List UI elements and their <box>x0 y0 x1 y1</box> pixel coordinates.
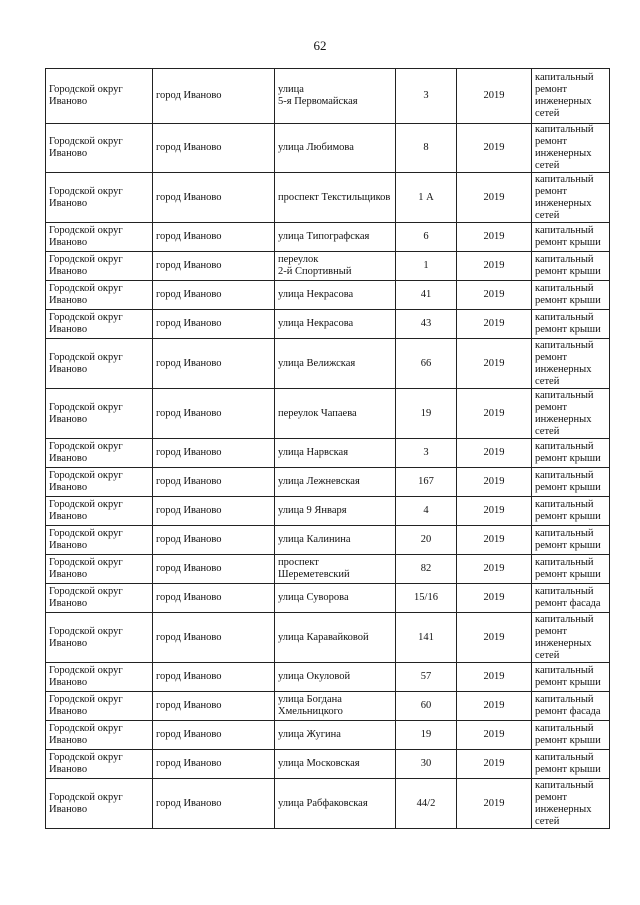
district-cell: Городской округ Иваново <box>46 310 153 339</box>
year-cell: 2019 <box>457 69 532 124</box>
house-number-cell: 3 <box>396 69 457 124</box>
city-cell: город Иваново <box>153 663 275 692</box>
year-cell: 2019 <box>457 779 532 829</box>
work-type-cell: капитальный ремонт крыши <box>532 439 610 468</box>
city-cell: город Иваново <box>153 555 275 584</box>
year-cell: 2019 <box>457 252 532 281</box>
district-cell: Городской округ Иваново <box>46 779 153 829</box>
work-type-cell: капитальный ремонт крыши <box>532 750 610 779</box>
city-cell: город Иваново <box>153 124 275 173</box>
year-cell: 2019 <box>457 497 532 526</box>
house-number-cell: 4 <box>396 497 457 526</box>
year-cell: 2019 <box>457 584 532 613</box>
table-row <box>46 124 610 173</box>
year-cell: 2019 <box>457 310 532 339</box>
city-cell: город Иваново <box>153 281 275 310</box>
table-row <box>46 252 610 281</box>
table-row <box>46 468 610 497</box>
city-cell: город Иваново <box>153 779 275 829</box>
table-row <box>46 173 610 223</box>
year-cell: 2019 <box>457 439 532 468</box>
district-cell: Городской округ Иваново <box>46 526 153 555</box>
year-cell: 2019 <box>457 173 532 223</box>
house-number-cell: 41 <box>396 281 457 310</box>
work-type-cell: капитальный ремонт фасада <box>532 584 610 613</box>
district-cell: Городской округ Иваново <box>46 389 153 439</box>
city-cell: город Иваново <box>153 339 275 389</box>
table-row <box>46 339 610 389</box>
housing-repair-table <box>45 68 610 829</box>
city-cell: город Иваново <box>153 692 275 721</box>
house-number-cell: 57 <box>396 663 457 692</box>
street-cell: улица Калинина <box>275 526 396 555</box>
street-cell: переулок Чапаева <box>275 389 396 439</box>
street-cell: улица Московская <box>275 750 396 779</box>
work-type-cell: капитальный ремонт крыши <box>532 555 610 584</box>
street-cell: улица Окуловой <box>275 663 396 692</box>
street-cell: улица Велижская <box>275 339 396 389</box>
district-cell: Городской округ Иваново <box>46 173 153 223</box>
street-cell: улица Лежневская <box>275 468 396 497</box>
year-cell: 2019 <box>457 389 532 439</box>
district-cell: Городской округ Иваново <box>46 339 153 389</box>
street-cell: улица 5-я Первомайская <box>275 69 396 124</box>
house-number-cell: 6 <box>396 223 457 252</box>
work-type-cell: капитальный ремонт инженерных сетей <box>532 339 610 389</box>
city-cell: город Иваново <box>153 721 275 750</box>
city-cell: город Иваново <box>153 310 275 339</box>
street-cell: улица 9 Января <box>275 497 396 526</box>
work-type-cell: капитальный ремонт крыши <box>532 497 610 526</box>
page-number: 62 <box>313 38 327 53</box>
table-row <box>46 721 610 750</box>
house-number-cell: 15/16 <box>396 584 457 613</box>
table-row <box>46 555 610 584</box>
city-cell: город Иваново <box>153 526 275 555</box>
house-number-cell: 8 <box>396 124 457 173</box>
district-cell: Городской округ Иваново <box>46 663 153 692</box>
year-cell: 2019 <box>457 339 532 389</box>
work-type-cell: капитальный ремонт инженерных сетей <box>532 124 610 173</box>
street-cell: улица Жугина <box>275 721 396 750</box>
house-number-cell: 19 <box>396 721 457 750</box>
work-type-cell: капитальный ремонт крыши <box>532 663 610 692</box>
table-row <box>46 750 610 779</box>
street-cell: улица Типографская <box>275 223 396 252</box>
street-cell: проспект Шереметевский <box>275 555 396 584</box>
house-number-cell: 43 <box>396 310 457 339</box>
table-row <box>46 69 610 124</box>
table-row <box>46 439 610 468</box>
work-type-cell: капитальный ремонт инженерных сетей <box>532 613 610 663</box>
district-cell: Городской округ Иваново <box>46 613 153 663</box>
house-number-cell: 3 <box>396 439 457 468</box>
street-cell: улица Рабфаковская <box>275 779 396 829</box>
table-row <box>46 281 610 310</box>
year-cell: 2019 <box>457 281 532 310</box>
year-cell: 2019 <box>457 468 532 497</box>
city-cell: город Иваново <box>153 223 275 252</box>
work-type-cell: капитальный ремонт инженерных сетей <box>532 173 610 223</box>
table-row <box>46 779 610 829</box>
work-type-cell: капитальный ремонт крыши <box>532 223 610 252</box>
work-type-cell: капитальный ремонт крыши <box>532 252 610 281</box>
work-type-cell: капитальный ремонт крыши <box>532 281 610 310</box>
year-cell: 2019 <box>457 663 532 692</box>
house-number-cell: 66 <box>396 339 457 389</box>
city-cell: город Иваново <box>153 439 275 468</box>
street-cell: улица Любимова <box>275 124 396 173</box>
district-cell: Городской округ Иваново <box>46 497 153 526</box>
street-cell: улица Некрасова <box>275 281 396 310</box>
street-cell: улица Нарвская <box>275 439 396 468</box>
house-number-cell: 19 <box>396 389 457 439</box>
house-number-cell: 30 <box>396 750 457 779</box>
district-cell: Городской округ Иваново <box>46 721 153 750</box>
city-cell: город Иваново <box>153 252 275 281</box>
year-cell: 2019 <box>457 750 532 779</box>
table-row <box>46 389 610 439</box>
house-number-cell: 20 <box>396 526 457 555</box>
street-cell: улица Каравайковой <box>275 613 396 663</box>
city-cell: город Иваново <box>153 613 275 663</box>
district-cell: Городской округ Иваново <box>46 692 153 721</box>
table-row <box>46 584 610 613</box>
district-cell: Городской округ Иваново <box>46 124 153 173</box>
year-cell: 2019 <box>457 721 532 750</box>
work-type-cell: капитальный ремонт крыши <box>532 310 610 339</box>
table-row <box>46 526 610 555</box>
district-cell: Городской округ Иваново <box>46 584 153 613</box>
table-row <box>46 497 610 526</box>
house-number-cell: 141 <box>396 613 457 663</box>
year-cell: 2019 <box>457 223 532 252</box>
city-cell: город Иваново <box>153 468 275 497</box>
street-cell: улица Некрасова <box>275 310 396 339</box>
year-cell: 2019 <box>457 692 532 721</box>
street-cell: улица Суворова <box>275 584 396 613</box>
district-cell: Городской округ Иваново <box>46 555 153 584</box>
city-cell: город Иваново <box>153 750 275 779</box>
district-cell: Городской округ Иваново <box>46 223 153 252</box>
table-row <box>46 613 610 663</box>
district-cell: Городской округ Иваново <box>46 281 153 310</box>
house-number-cell: 1 А <box>396 173 457 223</box>
district-cell: Городской округ Иваново <box>46 252 153 281</box>
city-cell: город Иваново <box>153 584 275 613</box>
house-number-cell: 1 <box>396 252 457 281</box>
table-row <box>46 223 610 252</box>
work-type-cell: капитальный ремонт крыши <box>532 468 610 497</box>
district-cell: Городской округ Иваново <box>46 468 153 497</box>
work-type-cell: капитальный ремонт фасада <box>532 692 610 721</box>
house-number-cell: 60 <box>396 692 457 721</box>
work-type-cell: капитальный ремонт крыши <box>532 526 610 555</box>
table-row <box>46 310 610 339</box>
work-type-cell: капитальный ремонт инженерных сетей <box>532 779 610 829</box>
work-type-cell: капитальный ремонт инженерных сетей <box>532 69 610 124</box>
house-number-cell: 167 <box>396 468 457 497</box>
table-row <box>46 692 610 721</box>
city-cell: город Иваново <box>153 69 275 124</box>
city-cell: город Иваново <box>153 173 275 223</box>
table-row <box>46 663 610 692</box>
house-number-cell: 44/2 <box>396 779 457 829</box>
city-cell: город Иваново <box>153 389 275 439</box>
year-cell: 2019 <box>457 124 532 173</box>
district-cell: Городской округ Иваново <box>46 750 153 779</box>
house-number-cell: 82 <box>396 555 457 584</box>
district-cell: Городской округ Иваново <box>46 69 153 124</box>
year-cell: 2019 <box>457 555 532 584</box>
street-cell: проспект Текстильщиков <box>275 173 396 223</box>
work-type-cell: капитальный ремонт крыши <box>532 721 610 750</box>
work-type-cell: капитальный ремонт инженерных сетей <box>532 389 610 439</box>
street-cell: улица Богдана Хмельницкого <box>275 692 396 721</box>
table-body <box>46 69 610 829</box>
city-cell: город Иваново <box>153 497 275 526</box>
street-cell: переулок 2-й Спортивный <box>275 252 396 281</box>
year-cell: 2019 <box>457 526 532 555</box>
district-cell: Городской округ Иваново <box>46 439 153 468</box>
year-cell: 2019 <box>457 613 532 663</box>
